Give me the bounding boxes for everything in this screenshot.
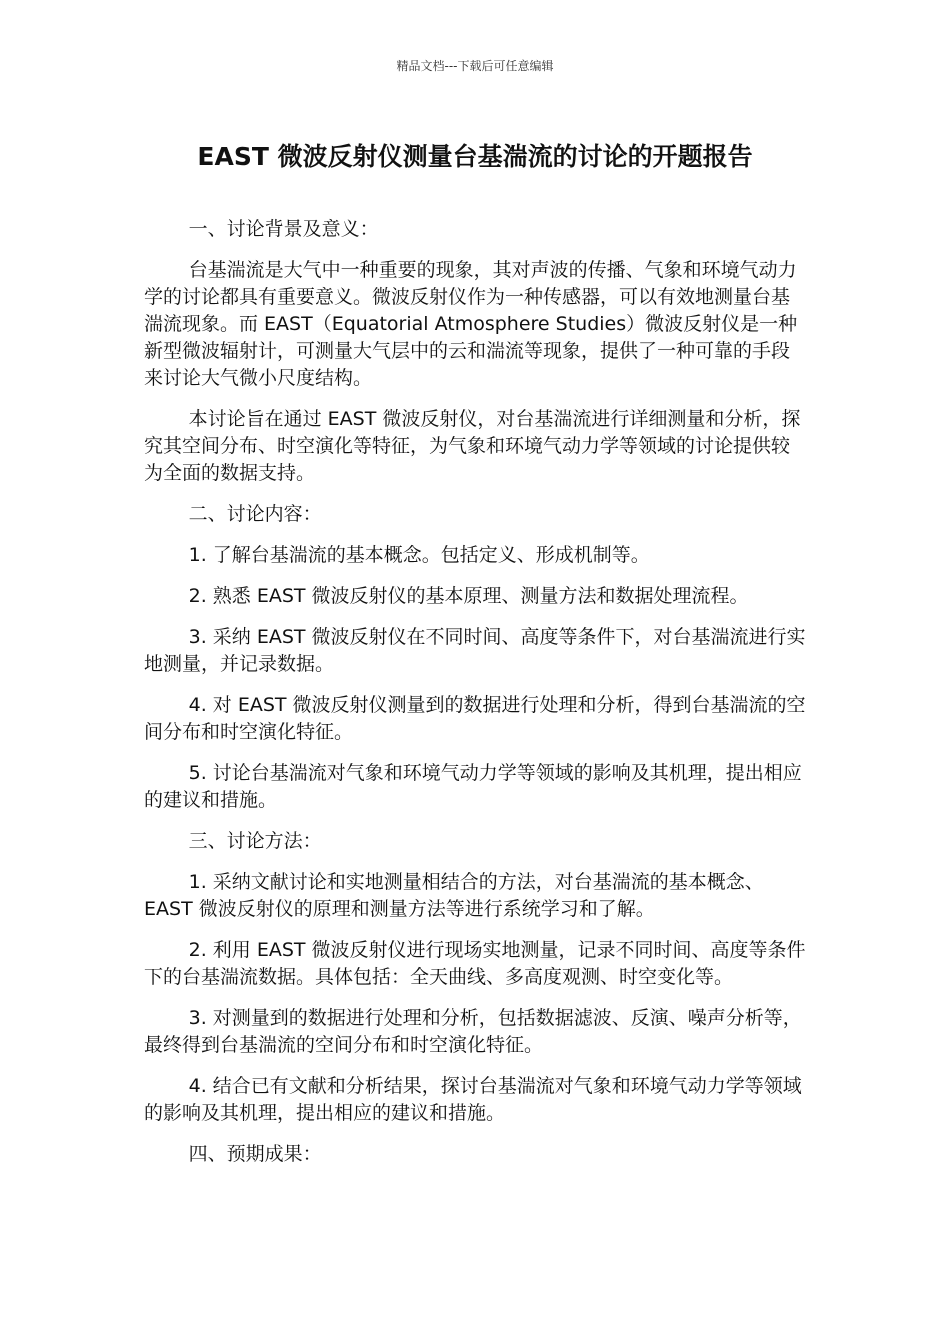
header-note: 精品文档---下载后可任意编辑 <box>396 59 554 73</box>
list-item: 2. 利用 EAST 微波反射仪进行现场实地测量，记录不同时间、高度等条件下的台基湍流数据。具体包括：全天曲线、多高度观测、时空变化等。 <box>144 939 806 988</box>
body-paragraph: 台基湍流是大气中一种重要的现象，其对声波的传播、气象和环境气动力学的讨论都具有重要意义。微波反射仪作为一种传感器，可以有效地测量台基湍流现象。而 EAST（Equatorial Atmosphere Studies）微波反射仪是一种新型微波辐射计，可测量大气层中的云和湍流等现象，提供了一种可靠的手段来讨论大气微小尺度结构。 <box>144 259 798 389</box>
body-paragraph: 本讨论旨在通过 EAST 微波反射仪，对台基湍流进行详细测量和分析，探究其空间分布、时空演化等特征，为气象和环境气动力学等领域的讨论提供较为全面的数据支持。 <box>144 408 801 484</box>
section-heading-methods: 三、讨论方法： <box>188 830 322 852</box>
list-item: 5. 讨论台基湍流对气象和环境气动力学等领域的影响及其机理，提出相应的建议和措施。 <box>144 762 802 811</box>
document-body <box>144 216 808 1182</box>
list-item: 3. 采纳 EAST 微波反射仪在不同时间、高度等条件下，对台基湍流进行实地测量，并记录数据。 <box>144 626 806 675</box>
list-item: 1. 采纳文献讨论和实地测量相结合的方法，对台基湍流的基本概念、EAST 微波反射仪的原理和测量方法等进行系统学习和了解。 <box>144 871 764 920</box>
list-item: 3. 对测量到的数据进行处理和分析，包括数据滤波、反演、噪声分析等，最终得到台基湍流的空间分布和时空演化特征。 <box>144 1007 802 1056</box>
list-item: 4. 对 EAST 微波反射仪测量到的数据进行处理和分析，得到台基湍流的空间分布和时空演化特征。 <box>144 694 806 743</box>
document-title: EAST 微波反射仪测量台基湍流的讨论的开题报告 <box>197 142 753 171</box>
section-heading-content: 二、讨论内容： <box>188 503 322 525</box>
section-heading-outcomes: 四、预期成果： <box>188 1143 322 1165</box>
section-heading-background: 一、讨论背景及意义： <box>188 218 379 240</box>
list-item: 2. 熟悉 EAST 微波反射仪的基本原理、测量方法和数据处理流程。 <box>188 585 749 607</box>
list-item: 4. 结合已有文献和分析结果，探讨台基湍流对气象和环境气动力学等领域的影响及其机理，提出相应的建议和措施。 <box>144 1075 802 1124</box>
list-item: 1. 了解台基湍流的基本概念。包括定义、形成机制等。 <box>188 544 650 566</box>
